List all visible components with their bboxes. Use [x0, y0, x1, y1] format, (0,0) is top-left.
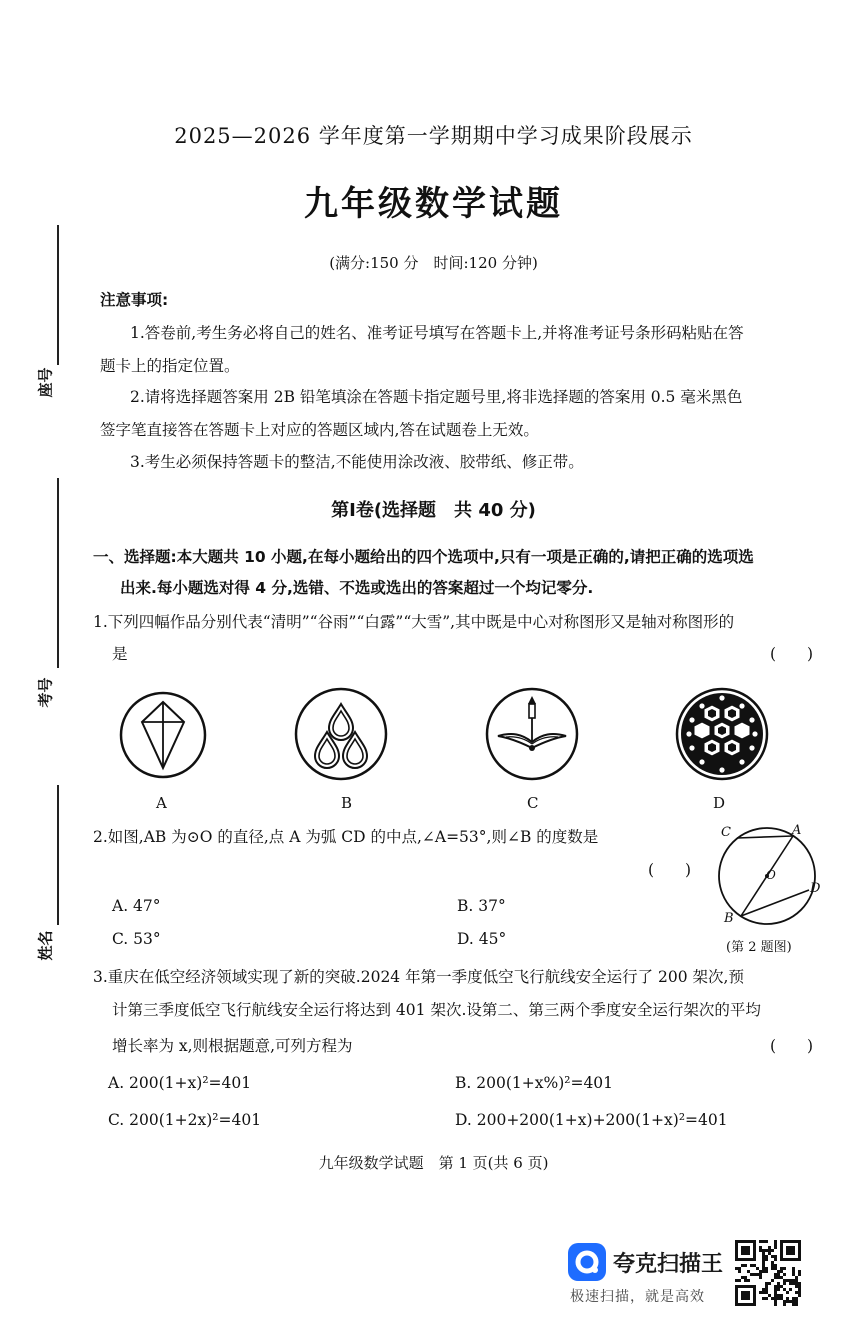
- section-intro-line-1: 一、选择题:本大题共 10 小题,在每小题给出的四个选项中,只有一项是正确的,请把正确的选项选: [93, 548, 754, 566]
- q2-option-a: A. 47°: [112, 897, 161, 915]
- note-3: 3.考生必须保持答题卡的整洁,不能使用涂改液、胶带纸、修正带。: [130, 453, 584, 471]
- name-label: 姓名: [36, 930, 55, 961]
- page-footer: 九年级数学试题 第 1 页(共 6 页): [318, 1154, 549, 1172]
- q1-answer-bracket: ( ): [770, 645, 814, 663]
- q1-option-b: B: [341, 794, 353, 812]
- section-intro-line-2: 出来.每小题选对得 4 分,选错、不选或选出的答案超过一个均记零分.: [120, 579, 594, 597]
- scanner-logo-icon: [568, 1243, 606, 1281]
- q2-option-c: C. 53°: [112, 930, 161, 948]
- scanner-slogan: 极速扫描，就是高效: [570, 1289, 705, 1305]
- fig-label-d: D: [810, 881, 821, 896]
- notes-heading: 注意事项:: [100, 291, 169, 309]
- q3-stem-line-3: 增长率为 x,则根据题意,可列方程为: [112, 1037, 353, 1055]
- q2-answer-bracket: ( ): [648, 861, 692, 879]
- note-2-line-1: 2.请将选择题答案用 2B 铅笔填涂在答题卡指定题号里,将非选择题的答案用 0.5 毫米黑色: [130, 388, 743, 406]
- exam-meta: (满分:150 分 时间:120 分钟): [329, 254, 538, 272]
- q2-option-d: D. 45°: [457, 930, 507, 948]
- exam-no-label: 考号: [36, 677, 55, 708]
- q1-stem-line-2: 是: [112, 645, 128, 663]
- seat-label: 座号: [36, 367, 55, 398]
- raindrops-figure: [293, 686, 389, 782]
- name-line: [57, 785, 59, 925]
- exam-title: 九年级数学试题: [304, 184, 563, 224]
- q1-option-c: C: [527, 794, 539, 812]
- scanner-brand: 夸克扫描王: [613, 1252, 724, 1277]
- kite-figure: [118, 690, 208, 780]
- section-title: 第Ⅰ卷(选择题 共 40 分): [331, 500, 536, 521]
- q1-option-d: D: [713, 794, 726, 812]
- term-title: 2025—2026 学年度第一学期期中学习成果阶段展示: [174, 124, 693, 148]
- snow-honeycomb-figure: [674, 686, 770, 782]
- q1-stem-line-1: 1.下列四幅作品分别代表“清明”“谷雨”“白露”“大雪”,其中既是中心对称图形又是轴对称图形的: [93, 613, 735, 631]
- q2-stem: 2.如图,AB 为⊙O 的直径,点 A 为弧 CD 的中点,∠A=53°,则∠B 的度数是: [93, 828, 599, 846]
- q2-option-b: B. 37°: [457, 897, 506, 915]
- note-1-line-2: 题卡上的指定位置。: [100, 357, 240, 375]
- q3-option-a: A. 200(1+x)²=401: [108, 1074, 252, 1092]
- q3-option-d: D. 200+200(1+x)+200(1+x)²=401: [455, 1111, 728, 1129]
- q3-stem-line-1: 3.重庆在低空经济领域实现了新的突破.2024 年第一季度低空飞行航线安全运行了 200 架次,预: [93, 968, 744, 986]
- fig-label-o: O: [766, 868, 776, 882]
- fig-label-c: C: [721, 825, 731, 840]
- q3-option-b: B. 200(1+x%)²=401: [455, 1074, 614, 1092]
- note-2-line-2: 签字笔直接答在答题卡上对应的答题区域内,答在试题卷上无效。: [100, 421, 539, 439]
- dew-figure: [484, 686, 580, 782]
- note-1-line-1: 1.答卷前,考生务必将自己的姓名、准考证号填写在答题卡上,并将准考证号条形码粘贴在答: [130, 324, 744, 342]
- q1-option-a: A: [156, 794, 167, 812]
- q3-stem-line-2: 计第三季度低空飞行航线安全运行将达到 401 架次.设第二、第三两个季度安全运行架次的平均: [112, 1001, 761, 1019]
- fig-caption: (第 2 题图): [726, 940, 792, 955]
- fig-label-a: A: [792, 823, 802, 838]
- qr-code-icon: [735, 1240, 801, 1306]
- fig-label-b: B: [724, 911, 734, 926]
- q3-answer-bracket: ( ): [770, 1037, 814, 1055]
- seat-line: [57, 225, 59, 365]
- q3-option-c: C. 200(1+2x)²=401: [108, 1111, 262, 1129]
